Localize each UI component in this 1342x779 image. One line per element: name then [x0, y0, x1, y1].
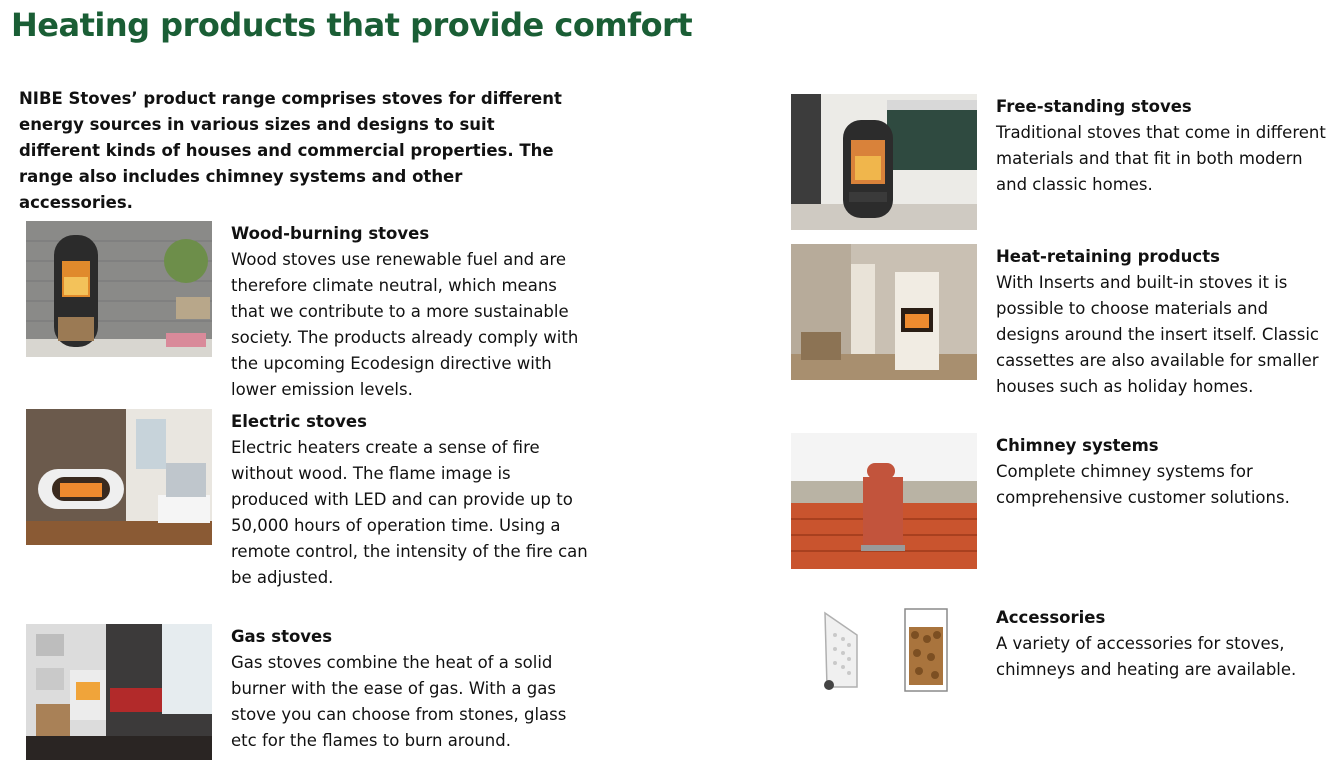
- accessories-title[interactable]: Accessories: [996, 608, 1106, 627]
- free-standing-stove-text: [996, 94, 1336, 198]
- intro-text: NIBE Stoves’ product range comprises stoves for different energy sources in various sizes and designs to suit different kinds of houses and commercial properties. The range also includes chimney systems and other accessories.: [19, 89, 562, 212]
- electric-stove-image[interactable]: [26, 409, 212, 545]
- heat-retaining-title[interactable]: Heat-retaining products: [996, 247, 1220, 266]
- free-standing-stove-title[interactable]: Free-standing stoves: [996, 97, 1192, 116]
- chimney-image[interactable]: [791, 433, 977, 569]
- wood-stove-image[interactable]: [26, 221, 212, 357]
- gas-stove-description: Gas stoves combine the heat of a solid burner with the ease of gas. With a gas stove you can choose from stones, glass etc for the flames to burn around.: [231, 653, 567, 750]
- product-wood-burning-stoves[interactable]: [26, 221, 586, 401]
- accessories-description: A variety of accessories for stoves, chimneys and heating are available.: [996, 634, 1297, 679]
- accessories-text: [996, 605, 1336, 683]
- chimney-title[interactable]: Chimney systems: [996, 436, 1159, 455]
- chimney-description: Complete chimney systems for comprehensive customer solutions.: [996, 462, 1290, 507]
- gas-stove-title[interactable]: Gas stoves: [231, 627, 333, 646]
- product-chimney-systems[interactable]: [791, 433, 1336, 573]
- product-accessories[interactable]: [791, 605, 1336, 745]
- electric-stove-text: [231, 409, 591, 591]
- page-title: Heating products that provide comfort: [11, 6, 693, 44]
- electric-stove-description: Electric heaters create a sense of fire without wood. The flame image is produced with LED and can provide up to 50,000 hours of operation time. Using a remote control, the intensity of the fire can be adjusted.: [231, 438, 588, 587]
- wood-stove-text: [231, 221, 586, 403]
- free-standing-stove-image[interactable]: [791, 94, 977, 230]
- electric-stove-title[interactable]: Electric stoves: [231, 412, 367, 431]
- chimney-text: [996, 433, 1336, 511]
- heat-retaining-image[interactable]: [791, 244, 977, 380]
- product-gas-stoves[interactable]: [26, 624, 586, 760]
- wood-stove-description: Wood stoves use renewable fuel and are therefore climate neutral, which means that we contribute to a more sustainable society. The products already comply with the upcoming Ecodesign directive with lower emission levels.: [231, 250, 579, 399]
- product-heat-retaining[interactable]: [791, 244, 1336, 404]
- gas-stove-image[interactable]: [26, 624, 212, 760]
- accessories-image[interactable]: [791, 605, 977, 741]
- product-electric-stoves[interactable]: [26, 409, 586, 589]
- gas-stove-text: [231, 624, 581, 754]
- wood-stove-title[interactable]: Wood-burning stoves: [231, 224, 430, 243]
- heat-retaining-text: [996, 244, 1336, 400]
- product-free-standing-stoves[interactable]: [791, 94, 1336, 234]
- heat-retaining-description: With Inserts and built-in stoves it is possible to choose materials and designs around the insert itself. Classic cassettes are also available for smaller houses such as holiday homes.: [996, 273, 1319, 396]
- free-standing-stove-description: Traditional stoves that come in different materials and that fit in both modern and classic homes.: [996, 123, 1326, 194]
